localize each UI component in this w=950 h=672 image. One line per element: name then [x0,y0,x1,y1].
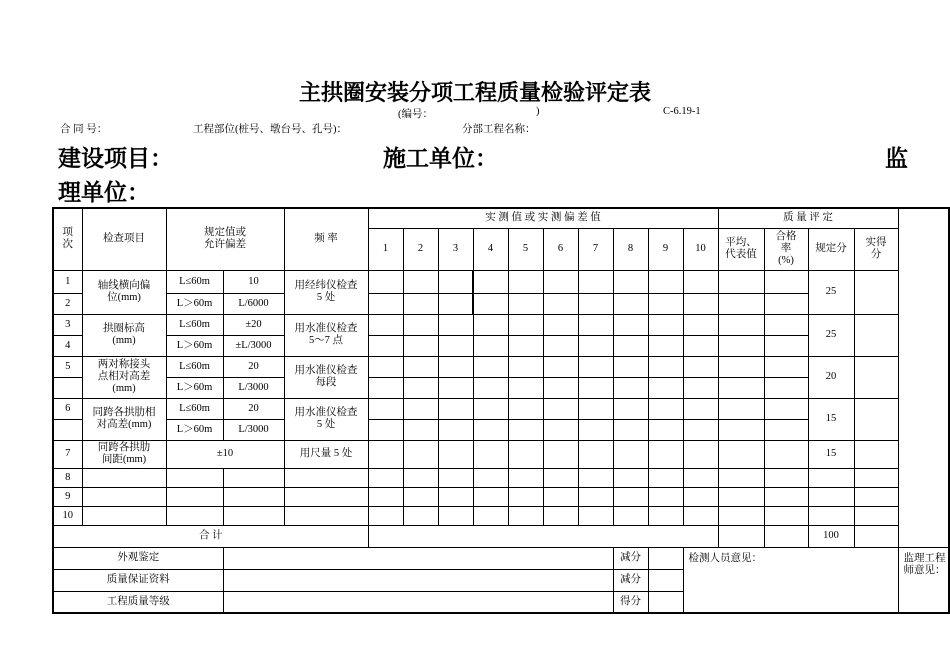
total-avg-cell[interactable] [718,525,764,547]
span-condition: L＞60m [166,293,223,314]
measure-cell[interactable] [473,468,508,487]
avg-cell[interactable] [718,468,764,487]
table-row [53,468,949,487]
serial-label: (编号： [398,109,433,120]
measure-cell[interactable] [543,487,578,506]
actual-score-cell[interactable] [854,270,898,314]
check-item-cell[interactable] [82,468,166,487]
spec-cell[interactable] [166,468,223,487]
measure-cell[interactable] [543,270,578,293]
row-no: 3 [53,314,82,335]
measure-cell[interactable] [543,377,578,398]
deduct-cell[interactable] [648,547,683,569]
measure-cell[interactable] [613,335,648,356]
col-5: 5 [508,228,543,270]
table-row [53,506,949,525]
measure-cell[interactable] [613,377,648,398]
measure-cell[interactable] [403,398,438,419]
avg-cell[interactable] [718,398,764,419]
measure-cell[interactable] [543,468,578,487]
col-2: 2 [403,228,438,270]
measure-cell[interactable] [403,468,438,487]
measure-cell[interactable] [438,293,473,314]
measure-cell[interactable] [648,335,683,356]
form-title: 主拱圈安装分项工程质量检验评定表 [298,80,651,106]
measure-cell[interactable] [648,440,683,468]
frequency: 用水准仪检查 5 处 [284,398,368,440]
frequency: 用尺量 5 处 [284,440,368,468]
measure-cell[interactable] [403,270,438,293]
grade-cell[interactable] [223,591,613,613]
measure-cell[interactable] [473,335,508,356]
measure-cell[interactable] [473,440,508,468]
allowed-value: 20 [223,356,284,377]
table-row [53,487,949,506]
pass-rate-cell[interactable] [764,377,808,398]
total-score: 100 [808,525,854,547]
measure-cell[interactable] [613,487,648,506]
measure-cell[interactable] [368,419,403,440]
measure-cell[interactable] [543,398,578,419]
total-actual-cell[interactable] [854,525,898,547]
header-item: 检查项目 [82,208,166,270]
check-item: 同跨各拱肋相 对高差(mm) [82,398,166,440]
col-7: 7 [578,228,613,270]
spec-cell[interactable] [166,506,223,525]
row-no: 2 [53,293,82,314]
measure-cell[interactable] [403,506,438,525]
allowed-value: 10 [223,270,284,293]
spec-cell[interactable] [223,468,284,487]
measure-cell[interactable] [473,487,508,506]
span-condition: L≤60m [166,270,223,293]
frequency: 用水准仪检查 每段 [284,356,368,398]
measure-cell[interactable] [473,293,508,314]
measure-cell[interactable] [368,314,403,335]
measure-cell[interactable] [508,270,543,293]
measure-cell[interactable] [438,270,473,293]
measure-cell[interactable] [613,356,648,377]
spec-cell[interactable] [166,487,223,506]
measure-cell[interactable] [438,314,473,335]
appearance-label: 外观鉴定 [53,547,223,569]
total-label: 合 计 [53,525,368,547]
measure-cell[interactable] [368,293,403,314]
row-no: 6 [53,398,82,419]
measure-cell[interactable] [368,487,403,506]
col-6: 6 [543,228,578,270]
measure-cell[interactable] [543,335,578,356]
row-no: 9 [53,487,82,506]
measure-cell[interactable] [683,377,718,398]
measure-cell[interactable] [683,314,718,335]
measure-cell[interactable] [683,293,718,314]
measure-cell[interactable] [613,398,648,419]
score-cell[interactable] [808,487,854,506]
span-condition: L＞60m [166,335,223,356]
measure-cell[interactable] [578,440,613,468]
qa-docs-cell[interactable] [223,569,613,591]
pass-rate-cell[interactable] [764,440,808,468]
actual-score-cell[interactable] [854,356,898,398]
span-condition: L≤60m [166,314,223,335]
measure-cell[interactable] [508,335,543,356]
table-row [53,398,949,419]
measure-cell[interactable] [368,356,403,377]
measure-cell[interactable] [578,293,613,314]
earned-cell[interactable] [648,591,683,613]
measure-cell[interactable] [543,314,578,335]
header-score: 规定分 [808,228,854,270]
avg-cell[interactable] [718,293,764,314]
inspector-opinion[interactable]: 检测人员意见： [683,547,898,613]
measure-cell[interactable] [648,487,683,506]
measure-cell[interactable] [508,314,543,335]
score-value: 15 [808,440,854,468]
avg-cell[interactable] [718,377,764,398]
measure-cell[interactable] [578,506,613,525]
measure-cell[interactable] [648,293,683,314]
measure-cell[interactable] [403,356,438,377]
row-no [53,377,82,398]
header-no: 项 次 [53,208,82,270]
measure-cell[interactable] [683,398,718,419]
spec-cell[interactable] [223,506,284,525]
measure-cell[interactable] [683,487,718,506]
measure-cell[interactable] [578,270,613,293]
score-value: 15 [808,398,854,440]
check-item: 轴线横向偏 位(mm) [82,270,166,314]
measure-cell[interactable] [578,398,613,419]
span-condition: L＞60m [166,419,223,440]
col-4: 4 [473,228,508,270]
project-label: 建设项目： [58,146,173,172]
score-value: 25 [808,270,854,314]
measure-cell[interactable] [683,506,718,525]
measure-cell[interactable] [438,506,473,525]
allowed-value: L/6000 [223,293,284,314]
actual-score-cell[interactable] [854,398,898,440]
measure-cell[interactable] [648,419,683,440]
measure-cell[interactable] [543,356,578,377]
col-8: 8 [613,228,648,270]
frequency-cell[interactable] [284,468,368,487]
measure-cell[interactable] [368,440,403,468]
frequency-cell[interactable] [284,487,368,506]
table-row [53,314,949,335]
grade-label: 工程质量等级 [53,591,223,613]
measure-cell[interactable] [368,398,403,419]
measure-cell[interactable] [403,335,438,356]
avg-cell[interactable] [718,270,764,293]
actual-score-cell[interactable] [854,440,898,468]
header-spec: 规定值或 允许偏差 [166,208,284,270]
measure-cell[interactable] [683,440,718,468]
allowed-value: L/3000 [223,377,284,398]
measure-cell[interactable] [473,419,508,440]
measure-cell[interactable] [508,506,543,525]
measure-cell[interactable] [613,506,648,525]
measure-cell[interactable] [473,356,508,377]
measure-cell[interactable] [438,468,473,487]
measure-cell[interactable] [438,377,473,398]
measure-cell[interactable] [473,270,508,293]
measure-cell[interactable] [578,468,613,487]
subproject-label: 分部工程名称： [462,124,536,135]
measure-cell[interactable] [508,468,543,487]
measure-cell[interactable] [473,506,508,525]
measure-cell[interactable] [403,487,438,506]
total-row [53,525,949,547]
measure-cell[interactable] [578,419,613,440]
measure-cell[interactable] [438,335,473,356]
row-no: 7 [53,440,82,468]
measure-cell[interactable] [473,314,508,335]
measure-cell[interactable] [683,335,718,356]
pass-rate-cell[interactable] [764,270,808,293]
measure-cell[interactable] [508,356,543,377]
measure-cell[interactable] [613,293,648,314]
frequency-cell[interactable] [284,506,368,525]
measure-cell[interactable] [438,487,473,506]
measure-cell[interactable] [508,419,543,440]
span-condition: L＞60m [166,377,223,398]
score-cell[interactable] [808,468,854,487]
location-label: 工程部位(桩号、墩台号、孔号)： [193,124,347,135]
measure-cell[interactable] [543,440,578,468]
row-no: 1 [53,270,82,293]
spec-cell[interactable] [223,487,284,506]
measure-cell[interactable] [403,293,438,314]
avg-cell[interactable] [718,487,764,506]
measure-cell[interactable] [368,377,403,398]
measure-cell[interactable] [403,419,438,440]
measure-cell[interactable] [508,398,543,419]
header-measured: 实 测 值 或 实 测 偏 差 值 [368,208,718,228]
pass-rate-cell[interactable] [764,356,808,377]
measure-cell[interactable] [683,468,718,487]
measure-cell[interactable] [648,314,683,335]
measure-cell[interactable] [543,506,578,525]
pass-rate-cell[interactable] [764,398,808,419]
measure-cell[interactable] [368,468,403,487]
measure-cell[interactable] [403,440,438,468]
pass-rate-cell[interactable] [764,293,808,314]
measure-cell[interactable] [578,487,613,506]
col-9: 9 [648,228,683,270]
score-value: 20 [808,356,854,398]
contract-no-label: 合 同 号： [60,124,108,135]
table-row [53,440,949,468]
engineer-opinion[interactable]: 监理工程师意见： [898,547,949,613]
deduct-label: 减分 [613,547,648,569]
allowed-value: L/3000 [223,419,284,440]
check-item-cell[interactable] [82,487,166,506]
avg-cell[interactable] [718,440,764,468]
actual-score-cell[interactable] [854,468,898,487]
total-measure-cell[interactable] [368,525,718,547]
actual-score-cell[interactable] [854,487,898,506]
row-no [53,419,82,440]
inspection-table [52,207,950,614]
measure-cell[interactable] [438,356,473,377]
measure-cell[interactable] [368,335,403,356]
row-no: 10 [53,506,82,525]
supervisor-label-part2: 理单位： [58,180,150,206]
measure-cell[interactable] [613,468,648,487]
measure-cell[interactable] [683,356,718,377]
pass-rate-cell[interactable] [764,506,808,525]
total-pass-rate-cell[interactable] [764,525,808,547]
measure-cell[interactable] [438,440,473,468]
deduct-label: 减分 [613,569,648,591]
deduct-cell[interactable] [648,569,683,591]
check-item-cell[interactable] [82,506,166,525]
pass-rate-cell[interactable] [764,419,808,440]
measure-cell[interactable] [508,293,543,314]
allowed-value: ±10 [166,440,284,468]
measure-cell[interactable] [683,270,718,293]
contractor-label: 施工单位： [383,146,498,172]
allowed-value: 20 [223,398,284,419]
frequency: 用水准仪检查 5～7 点 [284,314,368,356]
measure-cell[interactable] [508,487,543,506]
avg-cell[interactable] [718,314,764,335]
earned-label: 得分 [613,591,648,613]
measure-cell[interactable] [578,335,613,356]
span-condition: L≤60m [166,356,223,377]
measure-cell[interactable] [473,377,508,398]
measure-cell[interactable] [648,270,683,293]
check-item: 拱圈标高 (mm) [82,314,166,356]
actual-score-cell[interactable] [854,506,898,525]
header-frequency: 频 率 [284,208,368,270]
appearance-row [53,547,949,569]
appearance-cell[interactable] [223,547,613,569]
avg-cell[interactable] [718,419,764,440]
measure-cell[interactable] [648,506,683,525]
measure-cell[interactable] [403,314,438,335]
measure-cell[interactable] [578,377,613,398]
header-quality: 质 量 评 定 [718,208,898,228]
measure-cell[interactable] [613,419,648,440]
col-10: 10 [683,228,718,270]
measure-cell[interactable] [543,419,578,440]
measure-cell[interactable] [648,356,683,377]
pass-rate-cell[interactable] [764,487,808,506]
measure-cell[interactable] [578,314,613,335]
frequency: 用经纬仪检查 5 处 [284,270,368,314]
check-item: 两对称接头 点相对高差 (mm) [82,356,166,398]
header-pass-rate: 合格 率 (%) [764,228,808,270]
pass-rate-cell[interactable] [764,468,808,487]
measure-cell[interactable] [508,440,543,468]
allowed-value: ±20 [223,314,284,335]
supervisor-label-part1: 监 [885,146,908,172]
table-row [53,270,949,293]
measure-cell[interactable] [683,419,718,440]
measure-cell[interactable] [613,270,648,293]
actual-score-cell[interactable] [854,314,898,356]
measure-cell[interactable] [613,314,648,335]
measure-cell[interactable] [578,356,613,377]
measure-cell[interactable] [368,506,403,525]
measure-cell[interactable] [368,270,403,293]
pass-rate-cell[interactable] [764,314,808,335]
measure-cell[interactable] [473,398,508,419]
measure-cell[interactable] [508,377,543,398]
measure-cell[interactable] [648,468,683,487]
row-no: 4 [53,335,82,356]
measure-cell[interactable] [648,398,683,419]
measure-cell[interactable] [613,440,648,468]
row-no: 8 [53,468,82,487]
check-item: 同跨各拱肋 间距(mm) [82,440,166,468]
measure-cell[interactable] [543,293,578,314]
pass-rate-cell[interactable] [764,335,808,356]
col-1: 1 [368,228,403,270]
span-condition: L≤60m [166,398,223,419]
qa-docs-label: 质量保证资料 [53,569,223,591]
header-actual: 实得 分 [854,228,898,270]
avg-cell[interactable] [718,335,764,356]
allowed-value: ±L/3000 [223,335,284,356]
measure-cell[interactable] [438,398,473,419]
measure-cell[interactable] [403,377,438,398]
avg-cell[interactable] [718,356,764,377]
score-cell[interactable] [808,506,854,525]
avg-cell[interactable] [718,506,764,525]
measure-cell[interactable] [648,377,683,398]
table-row [53,356,949,377]
form-code: C-6.19-1 [663,106,701,117]
measure-cell[interactable] [438,419,473,440]
score-value: 25 [808,314,854,356]
serial-close: ) [536,106,540,117]
col-3: 3 [438,228,473,270]
header-avg: 平均、 代表值 [718,228,764,270]
row-no: 5 [53,356,82,377]
